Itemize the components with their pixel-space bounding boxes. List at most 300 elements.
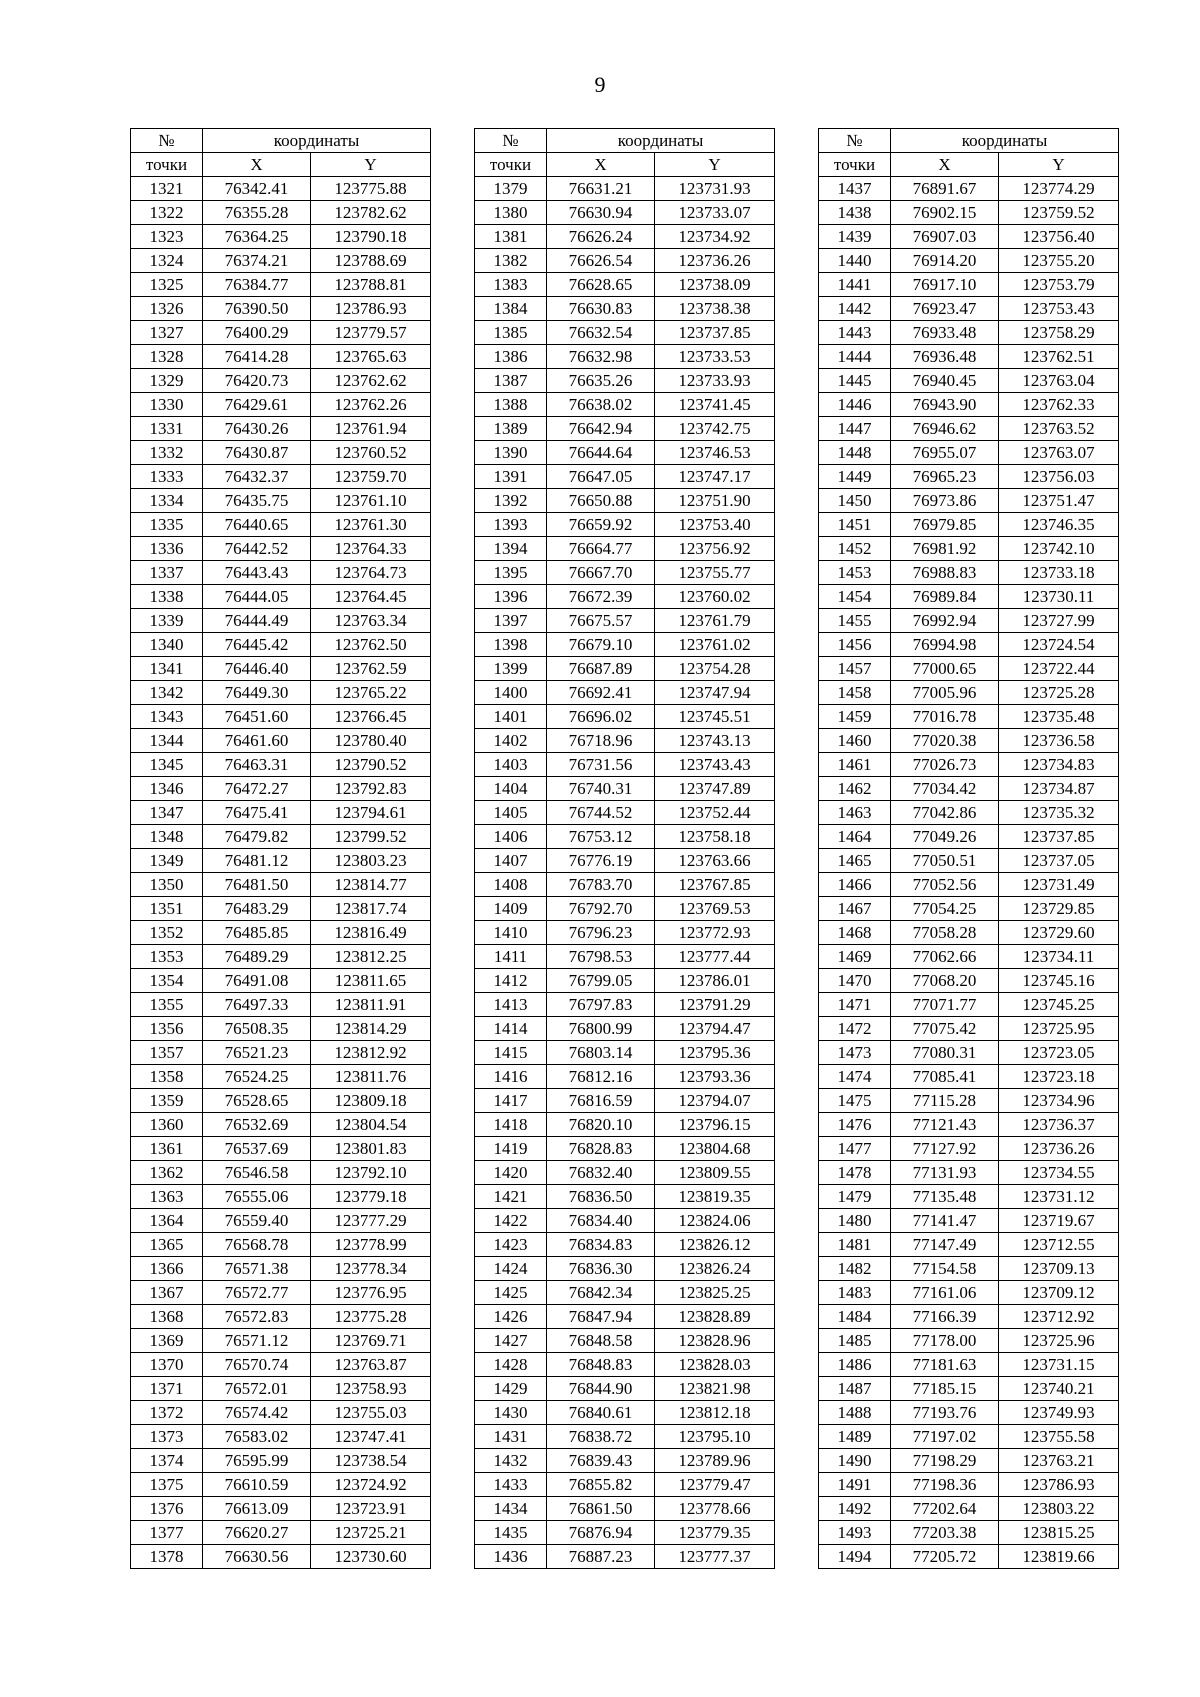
table-row [475,561,775,585]
point-number-cell: 1358 [131,1065,203,1089]
table-row [475,1281,775,1305]
x-cell: 76994.98 [891,633,999,657]
y-cell: 123786.93 [311,297,431,321]
table-row [819,1401,1119,1425]
y-cell: 123762.50 [311,633,431,657]
y-cell: 123828.89 [655,1305,775,1329]
table-row [131,729,431,753]
x-cell: 76632.54 [547,321,655,345]
point-number-cell: 1447 [819,417,891,441]
x-cell: 77062.66 [891,945,999,969]
x-cell: 76483.29 [203,897,311,921]
table-row [131,1041,431,1065]
table-row [475,1065,775,1089]
table-row [819,417,1119,441]
y-cell: 123804.54 [311,1113,431,1137]
x-cell: 76632.98 [547,345,655,369]
x-cell: 77016.78 [891,705,999,729]
point-number-cell: 1439 [819,225,891,249]
point-number-cell: 1334 [131,489,203,513]
point-number-cell: 1409 [475,897,547,921]
point-number-cell: 1338 [131,585,203,609]
point-number-cell: 1440 [819,249,891,273]
x-cell: 76914.20 [891,249,999,273]
table-row [819,633,1119,657]
table-row [819,849,1119,873]
x-cell: 76988.83 [891,561,999,585]
table-row [131,1281,431,1305]
table-row [819,1137,1119,1161]
table-row [819,1161,1119,1185]
x-cell: 76613.09 [203,1497,311,1521]
table-row [475,1377,775,1401]
point-number-cell: 1391 [475,465,547,489]
y-cell: 123788.81 [311,273,431,297]
y-cell: 123738.38 [655,297,775,321]
y-cell: 123725.95 [999,1017,1119,1041]
table-row [131,1473,431,1497]
y-cell: 123794.61 [311,801,431,825]
table-row [131,633,431,657]
table-row [819,777,1119,801]
y-cell: 123775.28 [311,1305,431,1329]
table-row [475,753,775,777]
y-cell: 123736.26 [655,249,775,273]
point-number-cell: 1473 [819,1041,891,1065]
y-cell: 123777.44 [655,945,775,969]
x-cell: 76989.84 [891,585,999,609]
table-row [819,1497,1119,1521]
table-row [475,513,775,537]
point-number-cell: 1399 [475,657,547,681]
table-row [131,1305,431,1329]
x-cell: 76832.40 [547,1161,655,1185]
table-row [819,921,1119,945]
x-cell: 77154.58 [891,1257,999,1281]
y-cell: 123786.93 [999,1473,1119,1497]
x-cell: 77020.38 [891,729,999,753]
x-cell: 76718.96 [547,729,655,753]
x-cell: 76432.37 [203,465,311,489]
point-number-cell: 1326 [131,297,203,321]
point-number-cell: 1483 [819,1281,891,1305]
point-number-cell: 1381 [475,225,547,249]
y-cell: 123826.24 [655,1257,775,1281]
table-row [819,681,1119,705]
header-number-sign: № [131,129,203,153]
point-number-cell: 1356 [131,1017,203,1041]
table-row [819,729,1119,753]
table-row [819,993,1119,1017]
x-cell: 76620.27 [203,1521,311,1545]
table-row [819,369,1119,393]
table-row [819,801,1119,825]
table-row [819,1281,1119,1305]
table-row [131,1257,431,1281]
y-cell: 123759.70 [311,465,431,489]
point-number-cell: 1394 [475,537,547,561]
table-row [819,1065,1119,1089]
table-row [475,465,775,489]
y-cell: 123799.52 [311,825,431,849]
y-cell: 123804.68 [655,1137,775,1161]
point-number-cell: 1419 [475,1137,547,1161]
point-number-cell: 1445 [819,369,891,393]
table-row [131,1089,431,1113]
y-cell: 123743.43 [655,753,775,777]
x-cell: 76753.12 [547,825,655,849]
table-row [131,1521,431,1545]
y-cell: 123747.17 [655,465,775,489]
table-row [475,1233,775,1257]
x-cell: 76834.83 [547,1233,655,1257]
x-cell: 76800.99 [547,1017,655,1041]
table-row [819,1305,1119,1329]
table-row [475,441,775,465]
point-number-cell: 1333 [131,465,203,489]
x-cell: 76443.43 [203,561,311,585]
table-row [131,849,431,873]
point-number-cell: 1491 [819,1473,891,1497]
point-number-cell: 1488 [819,1401,891,1425]
x-cell: 77050.51 [891,849,999,873]
y-cell: 123753.79 [999,273,1119,297]
y-cell: 123811.91 [311,993,431,1017]
y-cell: 123769.53 [655,897,775,921]
x-cell: 76635.26 [547,369,655,393]
point-number-cell: 1433 [475,1473,547,1497]
x-cell: 76570.74 [203,1353,311,1377]
table-row [475,1449,775,1473]
point-number-cell: 1382 [475,249,547,273]
table-row [131,1449,431,1473]
x-cell: 76461.60 [203,729,311,753]
y-cell: 123751.90 [655,489,775,513]
point-number-cell: 1449 [819,465,891,489]
y-cell: 123762.62 [311,369,431,393]
x-cell: 77178.00 [891,1329,999,1353]
header-coordinates: координаты [547,129,775,153]
x-cell: 76667.70 [547,561,655,585]
x-cell: 76537.69 [203,1137,311,1161]
y-cell: 123733.07 [655,201,775,225]
y-cell: 123725.21 [311,1521,431,1545]
table-row [131,873,431,897]
x-cell: 76445.42 [203,633,311,657]
table-row [131,225,431,249]
y-cell: 123734.92 [655,225,775,249]
table-row [131,1353,431,1377]
x-cell: 76435.75 [203,489,311,513]
x-cell: 76902.15 [891,201,999,225]
y-cell: 123819.66 [999,1545,1119,1569]
point-number-cell: 1405 [475,801,547,825]
table-row [131,273,431,297]
point-number-cell: 1380 [475,201,547,225]
y-cell: 123825.25 [655,1281,775,1305]
y-cell: 123767.85 [655,873,775,897]
point-number-cell: 1330 [131,393,203,417]
x-cell: 76572.83 [203,1305,311,1329]
table-row [819,201,1119,225]
y-cell: 123731.93 [655,177,775,201]
x-cell: 76626.54 [547,249,655,273]
point-number-cell: 1457 [819,657,891,681]
x-cell: 76943.90 [891,393,999,417]
table-row [819,825,1119,849]
header-number-sign: № [475,129,547,153]
table-row [475,1401,775,1425]
y-cell: 123725.96 [999,1329,1119,1353]
y-cell: 123709.13 [999,1257,1119,1281]
x-cell: 76933.48 [891,321,999,345]
table-row [819,177,1119,201]
point-number-cell: 1454 [819,585,891,609]
table-row [819,873,1119,897]
table-row [819,1353,1119,1377]
point-number-cell: 1321 [131,177,203,201]
x-cell: 76816.59 [547,1089,655,1113]
point-number-cell: 1480 [819,1209,891,1233]
x-cell: 77203.38 [891,1521,999,1545]
point-number-cell: 1323 [131,225,203,249]
point-number-cell: 1456 [819,633,891,657]
page-number: 9 [594,72,606,97]
x-cell: 76992.94 [891,609,999,633]
y-cell: 123826.12 [655,1233,775,1257]
point-number-cell: 1328 [131,345,203,369]
x-cell: 76844.90 [547,1377,655,1401]
y-cell: 123812.25 [311,945,431,969]
x-cell: 76485.85 [203,921,311,945]
y-cell: 123738.54 [311,1449,431,1473]
point-number-cell: 1494 [819,1545,891,1569]
table-row [819,657,1119,681]
table-row [131,1425,431,1449]
point-number-cell: 1462 [819,777,891,801]
x-cell: 76559.40 [203,1209,311,1233]
table-row [475,801,775,825]
table-row [475,729,775,753]
x-cell: 76491.08 [203,969,311,993]
y-cell: 123736.26 [999,1137,1119,1161]
x-cell: 76481.12 [203,849,311,873]
table-row [819,561,1119,585]
y-cell: 123795.10 [655,1425,775,1449]
y-cell: 123743.13 [655,729,775,753]
table-row [475,1041,775,1065]
x-cell: 76364.25 [203,225,311,249]
y-cell: 123809.55 [655,1161,775,1185]
point-number-cell: 1459 [819,705,891,729]
x-cell: 77054.25 [891,897,999,921]
x-cell: 76731.56 [547,753,655,777]
table-row [131,921,431,945]
point-number-cell: 1389 [475,417,547,441]
y-cell: 123719.67 [999,1209,1119,1233]
table-row [819,225,1119,249]
x-cell: 76342.41 [203,177,311,201]
x-cell: 76692.41 [547,681,655,705]
x-cell: 77121.43 [891,1113,999,1137]
point-number-cell: 1393 [475,513,547,537]
x-cell: 76574.42 [203,1401,311,1425]
table-row [131,993,431,1017]
table-row [819,705,1119,729]
y-cell: 123803.22 [999,1497,1119,1521]
y-cell: 123816.49 [311,921,431,945]
y-cell: 123756.40 [999,225,1119,249]
table-row [475,177,775,201]
table-row [475,1161,775,1185]
y-cell: 123741.45 [655,393,775,417]
x-cell: 76696.02 [547,705,655,729]
y-cell: 123733.93 [655,369,775,393]
point-number-cell: 1436 [475,1545,547,1569]
point-number-cell: 1468 [819,921,891,945]
point-number-cell: 1388 [475,393,547,417]
x-cell: 76812.16 [547,1065,655,1089]
table-row [819,945,1119,969]
x-cell: 76917.10 [891,273,999,297]
point-number-cell: 1379 [475,177,547,201]
point-number-cell: 1430 [475,1401,547,1425]
table-row [475,1209,775,1233]
x-cell: 76355.28 [203,201,311,225]
x-cell: 76798.53 [547,945,655,969]
point-number-cell: 1471 [819,993,891,1017]
y-cell: 123790.52 [311,753,431,777]
point-number-cell: 1325 [131,273,203,297]
point-number-cell: 1354 [131,969,203,993]
x-cell: 76630.94 [547,201,655,225]
table-row [131,393,431,417]
table-row [131,1497,431,1521]
point-number-cell: 1448 [819,441,891,465]
y-cell: 123778.66 [655,1497,775,1521]
point-number-cell: 1369 [131,1329,203,1353]
table-row [131,201,431,225]
point-number-cell: 1408 [475,873,547,897]
point-number-cell: 1461 [819,753,891,777]
table-row [819,441,1119,465]
point-number-cell: 1337 [131,561,203,585]
y-cell: 123814.29 [311,1017,431,1041]
table-row [475,1425,775,1449]
table-row [475,585,775,609]
y-cell: 123722.44 [999,657,1119,681]
x-cell: 76521.23 [203,1041,311,1065]
table-row [819,513,1119,537]
table-row [131,513,431,537]
x-cell: 76740.31 [547,777,655,801]
table-row [475,249,775,273]
y-cell: 123761.02 [655,633,775,657]
x-cell: 76472.27 [203,777,311,801]
table-row [819,321,1119,345]
table-row [819,1329,1119,1353]
point-number-cell: 1424 [475,1257,547,1281]
x-cell: 77068.20 [891,969,999,993]
point-number-cell: 1340 [131,633,203,657]
x-cell: 76647.05 [547,465,655,489]
table-row [819,753,1119,777]
x-cell: 77181.63 [891,1353,999,1377]
point-number-cell: 1465 [819,849,891,873]
y-cell: 123724.92 [311,1473,431,1497]
point-number-cell: 1367 [131,1281,203,1305]
point-number-cell: 1421 [475,1185,547,1209]
point-number-cell: 1442 [819,297,891,321]
table-row [131,1017,431,1041]
table-row [819,1209,1119,1233]
point-number-cell: 1441 [819,273,891,297]
table-row [475,1353,775,1377]
y-cell: 123731.15 [999,1353,1119,1377]
point-number-cell: 1414 [475,1017,547,1041]
y-cell: 123723.05 [999,1041,1119,1065]
y-cell: 123777.37 [655,1545,775,1569]
table-row [131,969,431,993]
x-cell: 76444.49 [203,609,311,633]
point-number-cell: 1490 [819,1449,891,1473]
header-coordinates: координаты [203,129,431,153]
point-number-cell: 1400 [475,681,547,705]
y-cell: 123793.36 [655,1065,775,1089]
y-cell: 123761.94 [311,417,431,441]
x-cell: 76442.52 [203,537,311,561]
y-cell: 123755.77 [655,561,775,585]
y-cell: 123731.49 [999,873,1119,897]
point-number-cell: 1463 [819,801,891,825]
x-cell: 76414.28 [203,345,311,369]
table-row [131,1185,431,1209]
y-cell: 123737.85 [999,825,1119,849]
table-row [475,1257,775,1281]
point-number-cell: 1415 [475,1041,547,1065]
table-row [819,1449,1119,1473]
header-point: точки [819,153,891,177]
y-cell: 123751.47 [999,489,1119,513]
point-number-cell: 1467 [819,897,891,921]
y-cell: 123755.58 [999,1425,1119,1449]
y-cell: 123760.02 [655,585,775,609]
table-row [131,345,431,369]
x-cell: 76876.94 [547,1521,655,1545]
table-row [819,1257,1119,1281]
y-cell: 123753.43 [999,297,1119,321]
table-row [475,681,775,705]
point-number-cell: 1397 [475,609,547,633]
point-number-cell: 1425 [475,1281,547,1305]
x-cell: 76508.35 [203,1017,311,1041]
x-cell: 76907.03 [891,225,999,249]
x-cell: 76965.23 [891,465,999,489]
point-number-cell: 1428 [475,1353,547,1377]
x-cell: 77147.49 [891,1233,999,1257]
point-number-cell: 1475 [819,1089,891,1113]
table-row [475,1185,775,1209]
point-number-cell: 1481 [819,1233,891,1257]
table-row [475,1137,775,1161]
table-row [475,897,775,921]
x-cell: 77198.36 [891,1473,999,1497]
x-cell: 76642.94 [547,417,655,441]
point-number-cell: 1396 [475,585,547,609]
point-number-cell: 1434 [475,1497,547,1521]
table-row [819,1041,1119,1065]
y-cell: 123766.45 [311,705,431,729]
